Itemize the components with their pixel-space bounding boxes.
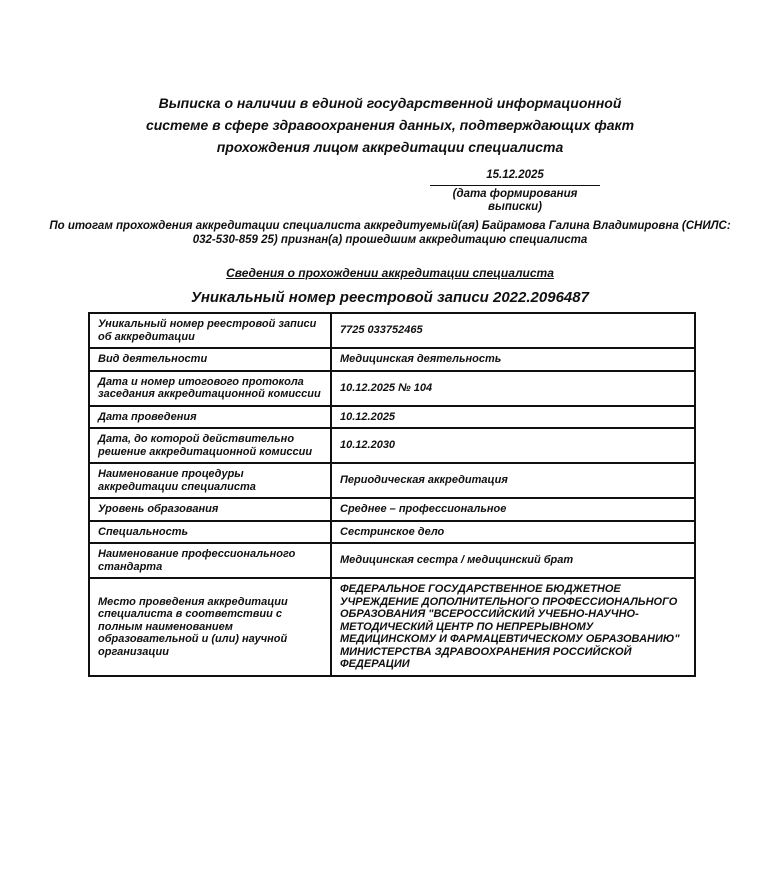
table-row [89, 498, 695, 521]
intro-paragraph [40, 220, 740, 247]
row-value: Среднее – профессиональное [331, 498, 695, 521]
row-label: Дата, до которой действительно решение аккредитационной комиссии [89, 428, 331, 463]
intro-paragraph-line: 032-530-859 25) признан(а) прошедшим аккредитацию специалиста [192, 233, 588, 246]
section-heading: Сведения о прохождении аккредитации специалиста [226, 266, 554, 280]
formation-date-value: 15.12.2025 [430, 169, 600, 186]
table-row [89, 578, 695, 676]
row-value: 7725 033752465 [331, 313, 695, 348]
table-row [89, 406, 695, 429]
table-row [89, 463, 695, 498]
row-value: Сестринское дело [331, 521, 695, 544]
document-title [0, 92, 780, 158]
accreditation-table [88, 312, 696, 677]
table-row [89, 428, 695, 463]
table-row [89, 543, 695, 578]
row-label: Наименование процедуры аккредитации специалиста [89, 463, 331, 498]
document-title-line: Выписка о наличии в единой государственной информационной [158, 95, 622, 111]
registry-number-heading: Уникальный номер реестровой записи 2022.2096487 [191, 289, 589, 306]
row-label: Уникальный номер реестровой записи об аккредитации [89, 313, 331, 348]
document-title-line: прохождения лицом аккредитации специалиста [216, 139, 564, 155]
row-value: Медицинская деятельность [331, 348, 695, 371]
row-value: Медицинская сестра / медицинский брат [331, 543, 695, 578]
formation-date-caption: (дата формирования выписки) [452, 188, 578, 213]
table-row [89, 371, 695, 406]
row-label: Уровень образования [89, 498, 331, 521]
row-value: Периодическая аккредитация [331, 463, 695, 498]
row-value: 10.12.2030 [331, 428, 695, 463]
row-label: Специальность [89, 521, 331, 544]
row-value: ФЕДЕРАЛЬНОЕ ГОСУДАРСТВЕННОЕ БЮДЖЕТНОЕ УЧРЕЖДЕНИЕ ДОПОЛНИТЕЛЬНОГО ПРОФЕССИОНАЛЬНОГО ОБРАЗОВАНИЯ "ВСЕРОССИЙСКИЙ УЧЕБНО-НАУЧНО-МЕТОДИЧЕСКИЙ ЦЕНТР ПО НЕПРЕРЫВНОМУ МЕДИЦИНСКОМУ И ФАРМАЦЕВТИЧЕСКОМУ ОБРАЗОВАНИЮ" МИНИСТЕРСТВА ЗДРАВООХРАНЕНИЯ РОССИЙСКОЙ ФЕДЕРАЦИИ [331, 578, 695, 676]
row-label: Наименование профессионального стандарта [89, 543, 331, 578]
row-label: Вид деятельности [89, 348, 331, 371]
row-value: 10.12.2025 [331, 406, 695, 429]
formation-date-block [430, 169, 600, 214]
row-label: Место проведения аккредитации специалиста в соответствии с полным наименованием образовательной и (или) научной организации [89, 578, 331, 676]
table-row [89, 348, 695, 371]
intro-paragraph-line: По итогам прохождения аккредитации специалиста аккредитуемый(ая) Байрамова Галина Владимировна (СНИЛС: [49, 220, 731, 232]
table-row [89, 521, 695, 544]
row-label: Дата и номер итогового протокола заседания аккредитационной комиссии [89, 371, 331, 406]
row-label: Дата проведения [89, 406, 331, 429]
row-value: 10.12.2025 № 104 [331, 371, 695, 406]
accreditation-table-body [89, 313, 695, 676]
table-row [89, 313, 695, 348]
document-title-line: системе в сфере здравоохранения данных, подтверждающих факт [145, 117, 635, 133]
